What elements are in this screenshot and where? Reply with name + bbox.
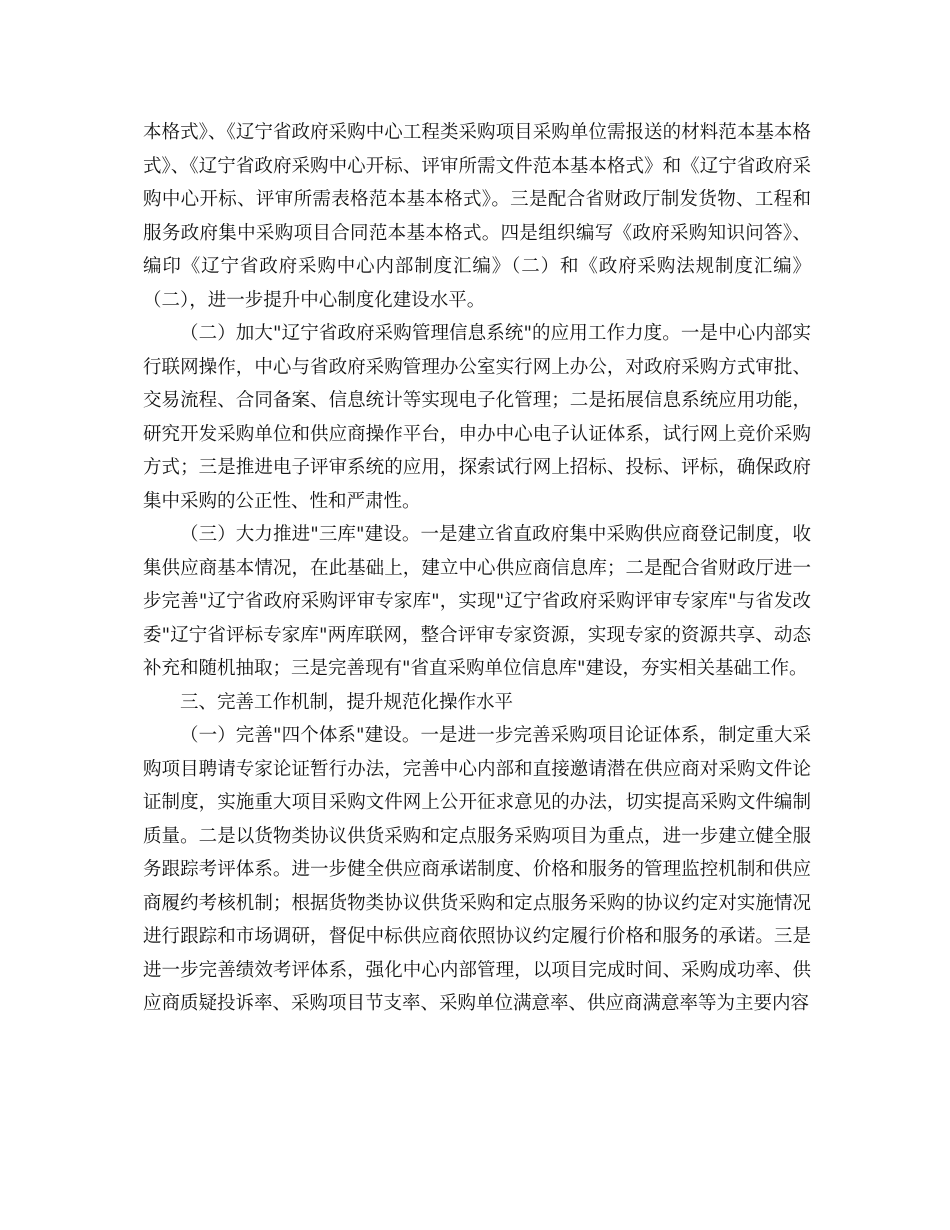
paragraph-info-system: （二）加大"辽宁省政府采购管理信息系统"的应用工作力度。一是中心内部实行联网操作，中心与省政府采购管理办公室实行网上办公，对政府采购方式审批、交易流程、合同备案、信息统计等实现电子化管理；二是拓展信息系统应用功能，研究开发采购单位和供应商操作平台，申办中心电子认证体系，试行网上竞价采购方式；三是推进电子评审系统的应用，探索试行网上招标、投标、评标，确保政府集中采购的公正性、性和严肃性。 bbox=[143, 323, 811, 512]
paragraph-four-systems: （一）完善"四个体系"建设。一是进一步完善采购项目论证体系，制定重大采购项目聘请专家论证暂行办法，完善中心内部和直接邀请潜在供应商对采购文件论证制度，实施重大项目采购文件网上公开征求意见的办法，切实提高采购文件编制质量。二是以货物类协议供货采购和定点服务采购项目为重点，进一步建立健全服务跟踪考评体系。进一步健全供应商承诺制度、价格和服务的管理监控机制和供应商履约考核机制；根据货物类协议供货采购和定点服务采购的协议约定对实施情况进行跟踪和市场调研，督促中标供应商依照协议约定履行价格和服务的承诺。三是进一步完善绩效考评体系，强化中心内部管理，以项目完成时间、采购成功率、供应商质疑投诉率、采购项目节支率、采购单位满意率、供应商满意率等为主要内容 bbox=[143, 725, 811, 1014]
paragraph-continued: 本格式》、《辽宁省政府采购中心工程类采购项目采购单位需报送的材料范本基本格式》、《辽宁省政府采购中心开标、评审所需文件范本基本格式》和《辽宁省政府采购中心开标、评审所需表格范本基本格式》。三是配合省财政厅制发货物、工程和服务政府集中采购项目合同范本基本格式。四是组织编写《政府采购知识问答》、编印《辽宁省政府采购中心内部制度汇编》（二）和《政府采购法规制度汇编》（二），进一步提升中心制度化建设水平。 bbox=[143, 122, 811, 311]
paragraph-three-databases: （三）大力推进"三库"建设。一是建立省直政府集中采购供应商登记制度，收集供应商基本情况，在此基础上，建立中心供应商信息库；二是配合省财政厅进一步完善"辽宁省政府采购评审专家库"，实现"辽宁省政府采购评审专家库"与省发改委"辽宁省评标专家库"两库联网，整合评审专家资源，实现专家的资源共享、动态补充和随机抽取；三是完善现有"省直采购单位信息库"建设，夯实相关基础工作。 bbox=[143, 524, 811, 679]
document-body bbox=[143, 116, 811, 1021]
section-heading: 三、完善工作机制，提升规范化操作水平 bbox=[180, 691, 514, 713]
